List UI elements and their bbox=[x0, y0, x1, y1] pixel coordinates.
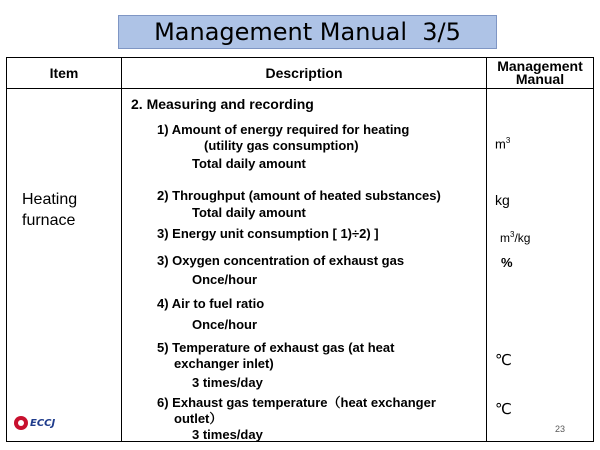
desc-line: 3 times/day bbox=[192, 427, 263, 442]
header-management-line1: Management bbox=[497, 58, 583, 74]
desc-line: Once/hour bbox=[192, 317, 258, 332]
management-cell bbox=[487, 89, 594, 442]
management-table bbox=[6, 57, 594, 442]
desc-line: 3) Oxygen concentration of exhaust gas bbox=[157, 253, 405, 268]
header-description: Description bbox=[122, 58, 487, 89]
unit-celsius: ℃ bbox=[495, 352, 512, 369]
header-item: Item bbox=[7, 58, 122, 89]
eccj-logo bbox=[14, 416, 55, 430]
item-cell bbox=[7, 89, 122, 442]
slide-title: Management Manual 3/5 bbox=[118, 15, 497, 49]
page-number: 23 bbox=[555, 424, 566, 434]
desc-line: 1) Amount of energy required for heating bbox=[157, 122, 410, 137]
desc-line: (utility gas consumption) bbox=[204, 138, 359, 153]
section-heading: 2. Measuring and recording bbox=[131, 96, 314, 112]
desc-line: 6) Exhaust gas temperature（heat exchanger bbox=[157, 395, 436, 410]
desc-line: 2) Throughput (amount of heated substances) bbox=[157, 188, 441, 203]
unit-m3-per-kg: $m^3/kg$ bbox=[500, 230, 531, 245]
desc-line: 3) Energy unit consumption [ 1)÷2) ] bbox=[157, 226, 379, 241]
eccj-logo-text: ECCJ bbox=[30, 417, 56, 429]
eccj-logo-icon bbox=[14, 416, 28, 430]
desc-line: 3 times/day bbox=[192, 375, 263, 390]
item-label bbox=[22, 189, 77, 231]
desc-line: Total daily amount bbox=[192, 156, 306, 171]
header-management-line2: Manual bbox=[515, 71, 565, 87]
description-cell bbox=[122, 89, 487, 442]
item-line-1: Heating bbox=[22, 191, 78, 208]
desc-line: 4) Air to fuel ratio bbox=[157, 296, 265, 311]
table-header-row bbox=[7, 58, 594, 89]
desc-line: Once/hour bbox=[192, 272, 258, 287]
unit-percent: % bbox=[501, 255, 513, 270]
header-management-manual bbox=[487, 58, 594, 89]
desc-line: 5) Temperature of exhaust gas (at heat bbox=[157, 340, 395, 355]
item-line-2: furnace bbox=[22, 212, 76, 229]
table-row bbox=[7, 89, 594, 442]
unit-m3: $m^3$ bbox=[495, 136, 511, 152]
unit-kg: kg bbox=[495, 192, 510, 208]
desc-line: outlet） bbox=[174, 411, 223, 426]
desc-line: Total daily amount bbox=[192, 205, 306, 220]
desc-line: exchanger inlet) bbox=[174, 356, 274, 371]
unit-celsius: ℃ bbox=[495, 401, 512, 418]
